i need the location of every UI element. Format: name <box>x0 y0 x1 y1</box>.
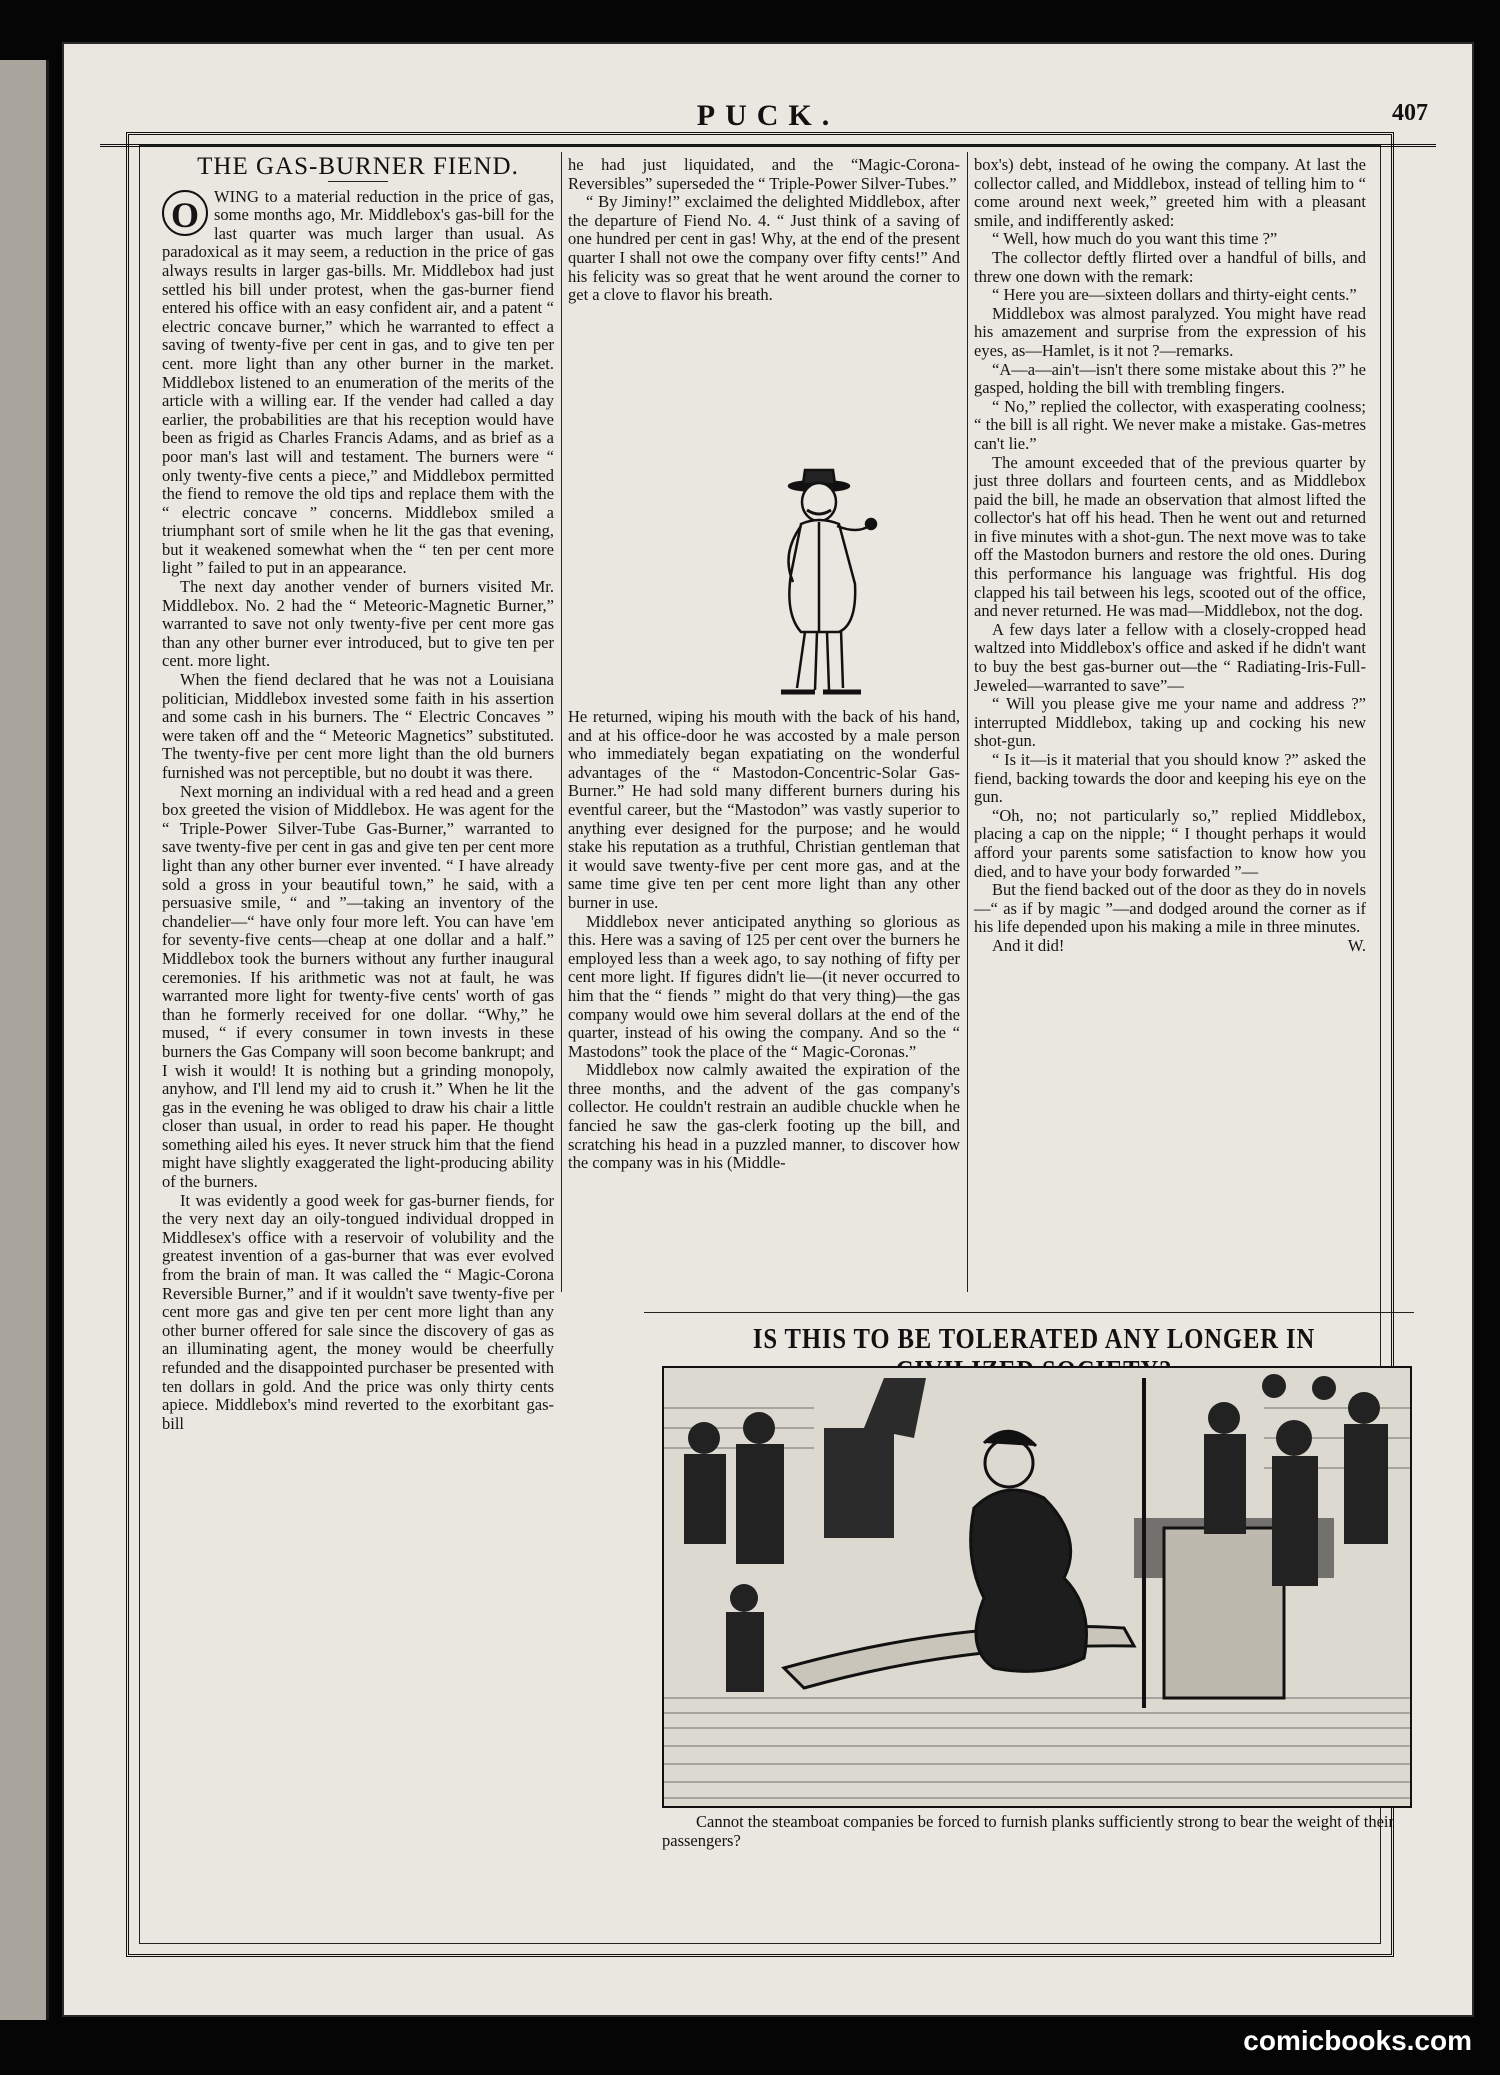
article-paragraph: O WING to a material reduction in the price of gas, some months ago, Mr. Middlebox's gas-bill for the last quarter was much larger than usual. As paradoxical as it may seem, a reduction in the price of gas always results in larger gas-bills. Mr. Middlebox had just settled his bill under protest, when the gas-burner fiend entered his office with an easy confident air, and a patent “ electric concave burner,” which he warranted to effect a saving of twenty-five per cent in gas, and to give ten per cent. more light than any other burner in the market. Middlebox listened to an enumeration of the merits of the article with a willing ear. If the vender had called a day earlier, the probabilities are that his reception would have been as frigid as Charles Francis Adams, and as brief as a poor man's last will and testament. The burners were “ only twenty-five cents a piece,” and Middlebox permitted the fiend to remove the old tips and replace them with the “ electric concave ” concerns. Middlebox smiled a triumphant sort of smile when he lit the gas that evening, but it weakened somewhat when the “ ten per cent more light ” failed to put in an appearance. <box>162 186 554 578</box>
site-watermark: comicbooks.com <box>1243 2025 1472 2056</box>
page-number: 407 <box>1392 100 1428 126</box>
article-paragraph: The amount exceeded that of the previous quarter by just three dollars and fourteen cents, and as Middlebox paid the bill, he made an observation that almost lifted the collector's hat off his head. Then he went out and returned in five minutes with a shot-gun. The next move was to take off the Mastodon burners and restore the old ones. During this performance his language was frightful. His dog clapped his tail between his legs, scooted out of the office, and never returned. He was mad—Middlebox, not the dog. <box>974 452 1366 621</box>
article-paragraph: “ Is it—is it material that you should know ?” asked the fiend, backing towards the door and keeping his eye on the gun. <box>974 750 1366 807</box>
cartoon-title: IS THIS TO BE TOLERATED ANY LONGER IN <box>752 1324 1316 1355</box>
article-paragraph: When the fiend declared that he was not a Louisiana politician, Middlebox invested some faith in his assertion and some cash in his burners. The “ Electric Concaves ” were taken off and the “ Meteoric Magnetics” substituted. The twenty-five per cent more light than the old burners furnished was not perceptible, but no doubt it was there. <box>162 670 554 782</box>
article-paragraph: But the fiend backed out of the door as they do in novels—“ as if by magic ”—and dodged around the corner as if his life depended upon his making a mile in three minutes. <box>974 880 1366 937</box>
title-rule <box>328 181 388 182</box>
article-paragraph: The next day another vender of burners visited Mr. Middlebox. No. 2 had the “ Meteoric-Magnetic Burner,” warranted to save not only twenty-five per cent more gas than any other burner ever introduced, but to give ten per cent. more light. <box>162 577 554 671</box>
article-column-2-top <box>568 156 960 305</box>
article-paragraph: Middlebox now calmly awaited the expiration of the three months, and the advent of the gas company's collector. He couldn't restrain an audible chuckle when he fancied he saw the gas-clerk footing up the bill, and scratching his head in a puzzled manner, to discover how the company was in his (Middle- <box>568 1060 960 1173</box>
article-paragraph: A few days later a fellow with a closely-cropped head waltzed into Middlebox's office and asked if he didn't want to buy the best gas-burner out—the “ Radiating-Iris-Full-Jeweled—warranted to save”— <box>974 619 1366 695</box>
article-paragraph: He returned, wiping his mouth with the back of his hand, and at his office-door he was accosted by a male person who immediately began expatiating on the wonderful advantages of the “ Mastodon-Concentric-Solar Gas-Burner.” He had sold many different burners during his eventful career, but the “Mastodon” was vastly superior to anything ever designed for the purpose; and he would stake his reputation as a truthful, Christian gentleman that it would save twenty-five per cent more gas, and at the same time give ten per cent more light than any other burner in use. <box>568 707 960 912</box>
article-paragraph: “ Here you are—sixteen dollars and thirty-eight cents.” <box>992 285 1357 305</box>
article-column-3 <box>974 156 1366 956</box>
author-signature: W. <box>1347 935 1366 955</box>
cartoon-caption: Cannot the steamboat companies be forced to furnish planks sufficiently strong to bear the weight of their passengers? <box>662 1812 1395 1850</box>
article-paragraph: “ Well, how much do you want this time ?” <box>992 229 1278 249</box>
drop-cap: O <box>162 190 208 236</box>
article-paragraph: “Oh, no; not particularly so,” replied Middlebox, placing a cap on the nipple; “ I thought perhaps it would afford your parents some satisfaction to know how you died, and to have your body forwarded ”— <box>974 805 1366 881</box>
masthead-title: PUCK. <box>696 99 840 132</box>
article-paragraph: he had just liquidated, and the “Magic-Corona-Reversibles” superseded the “ Triple-Power Silver-Tubes.” <box>568 155 960 193</box>
adjacent-page-edge <box>0 60 49 2020</box>
article-paragraph: Middlebox was almost paralyzed. You might have read his amazement and surprise from the expression of his eyes, as—Hamlet, is it not ?—remarks. <box>974 303 1366 360</box>
magazine-page <box>62 42 1474 2017</box>
article-title: THE GAS-BURNER FIEND. <box>197 153 519 180</box>
article-column-1 <box>162 153 554 1433</box>
article-closing: And it did! W. <box>992 935 1366 955</box>
article-paragraph: Middlebox never anticipated anything so glorious as this. Here was a saving of 125 per cent over the burners he employed less than a week ago, to say nothing of fifty per cent more light. If figures didn't lie—(it never occurred to him that the “ fiends ” might do that very thing)—the gas company would owe him several dollars at the end of the quarter, instead of his owing the company. And so the “ Mastodons” took the place of the “ Magic-Coronas.” <box>568 911 960 1061</box>
masthead-rule <box>100 144 1436 147</box>
cartoon-illustration <box>662 1366 1412 1808</box>
article-paragraph: “ By Jiminy!” exclaimed the delighted Middlebox, after the departure of Fiend No. 4. “ Just think of a saving of one hundred per cent in gas! Why, at the end of the present quarter I shall not owe the company over fifty cents!” And his felicity was so great that he went around the corner to get a clove to flavor his breath. <box>568 192 960 305</box>
article-paragraph: “ No,” replied the collector, with exasperating coolness; “ the bill is all right. We never make a mistake. Gas-metres can't lie.” <box>974 396 1366 453</box>
article-column-2-bottom <box>568 708 960 1173</box>
article-paragraph: box's) debt, instead of he owing the company. At last the collector called, and Middlebox, instead of telling him to “ come around next week,” greeted him with a pleasant smile, and indifferently asked: <box>974 155 1366 230</box>
article-paragraph: “ Will you please give me your name and address ?” interrupted Middlebox, taking up and cocking his new shot-gun. <box>974 694 1366 751</box>
article-paragraph: It was evidently a good week for gas-burner fiends, for the very next day an oily-tongued individual dropped in Middlesex's office with a reservoir of volubility and the greatest invention of a gas-burner that was ever evolved from the brain of man. It was called the “ Magic-Corona Reversible Burner,” and if it wouldn't save twenty-five per cent more gas and give ten per cent more light than any other burner offered for sale since the discovery of gas as an illuminating agent, the money would be cheerfully refunded and the disappointed purchaser be presented with ten dollars in gold. And the price was only thirty cents apiece. Middlebox's mind reverted to the exorbitant gas-bill <box>162 1190 554 1433</box>
article-paragraph: The collector deftly flirted over a handful of bills, and threw one down with the remark: <box>974 247 1366 286</box>
section-rule <box>644 1312 1414 1313</box>
article-paragraph: “A—a—ain't—isn't there some mistake about this ?” he gasped, holding the bill with trembling fingers. <box>974 359 1366 398</box>
column-rule <box>561 152 562 1292</box>
column-rule <box>967 152 968 1292</box>
article-paragraph: Next morning an individual with a red head and a green box greeted the vision of Middlebox. He was agent for the “ Triple-Power Silver-Tube Gas-Burner,” warranted to save twenty-five per cent in gas and give ten per cent more light than any other burner ever invented. “ I have already sold a gross in your beautiful town,” he said, with a persuasive smile, “ and ”—taking an inventory of the chandelier—“ have only four more left. You can have 'em for seventy-five cents—cheap at one dollar and a half.” Middlebox took the burners without any further inaugural ceremonies. If his arithmetic was not at fault, he was warranted more light for twenty-five cents' worth of gas than he formerly received for one dollar. “Why,” he mused, “ if every consumer in town invests in these burners the Gas Company will soon become bankrupt; and I wish it would! It is nothing but a grinding monopoly, anyhow, and I'll lend my aid to crush it.” When he lit the gas in the evening he was obliged to draw his chair a little closer than usual, in order to read his paper. He thought something ailed his eyes. It never struck him that the fiend might have slightly exaggerated the light-producing ability of the burners. <box>162 781 554 1192</box>
middlebox-illustration <box>757 464 887 709</box>
